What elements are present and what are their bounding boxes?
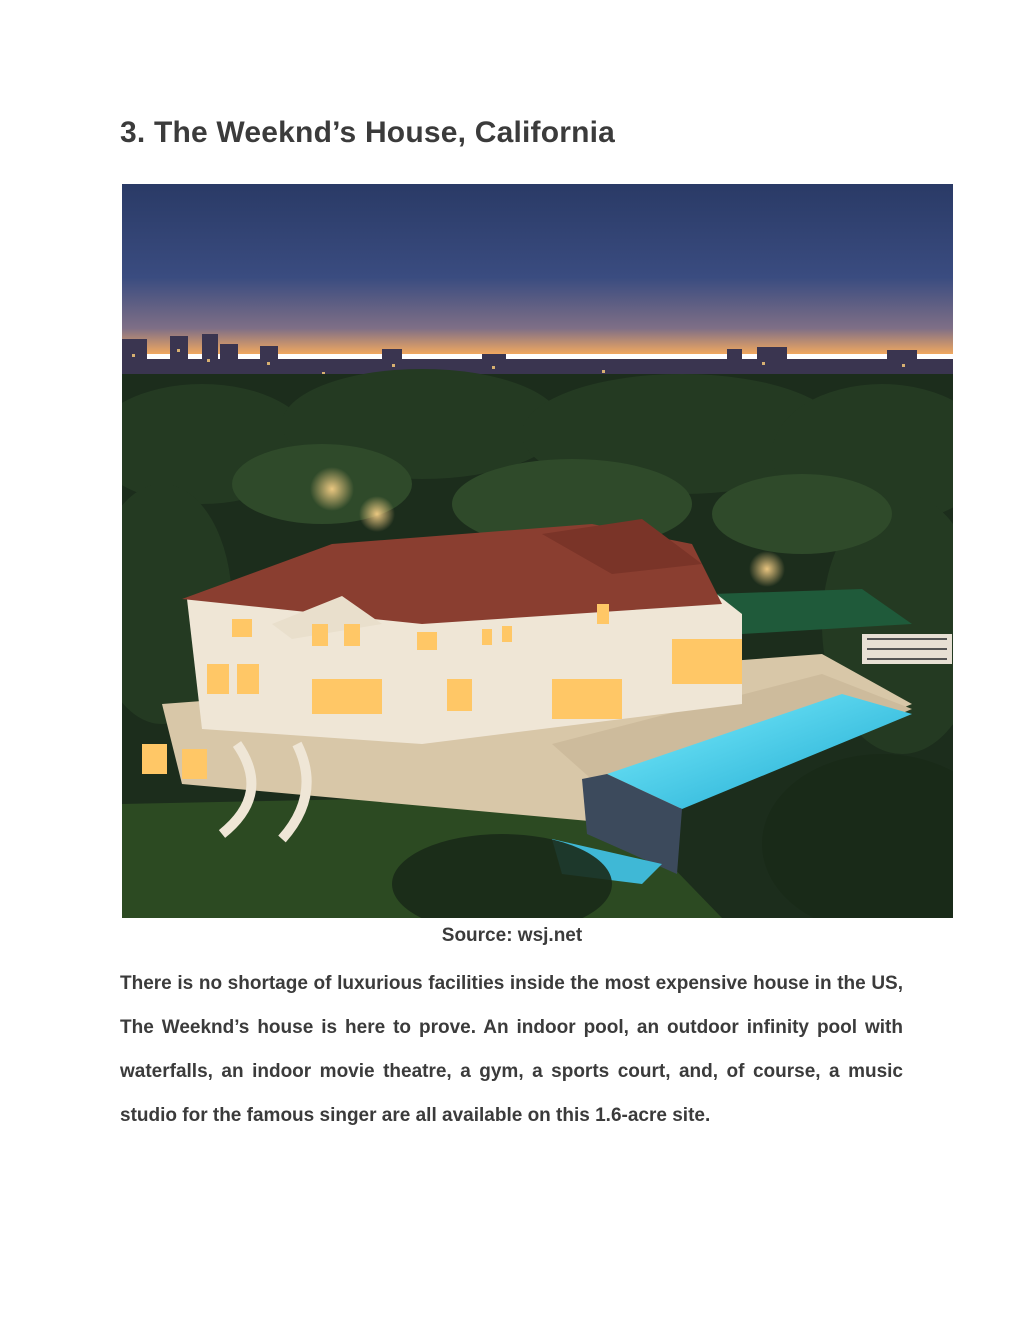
- body-paragraph: There is no shortage of luxurious facilities inside the most expensive house in the US, The Weeknd’s house is here to prove. An indoor pool, an outdoor infinity pool with waterfalls, an indoor movie theatre, a gym, a sports court, and, of course, a music studio for the famous singer are all available on this 1.6-acre site.: [120, 973, 903, 1126]
- image-caption: Source: wsj.net: [441, 925, 583, 946]
- mansion-photo: [122, 184, 953, 918]
- page-title: 3. The Weeknd’s House, California: [120, 116, 616, 149]
